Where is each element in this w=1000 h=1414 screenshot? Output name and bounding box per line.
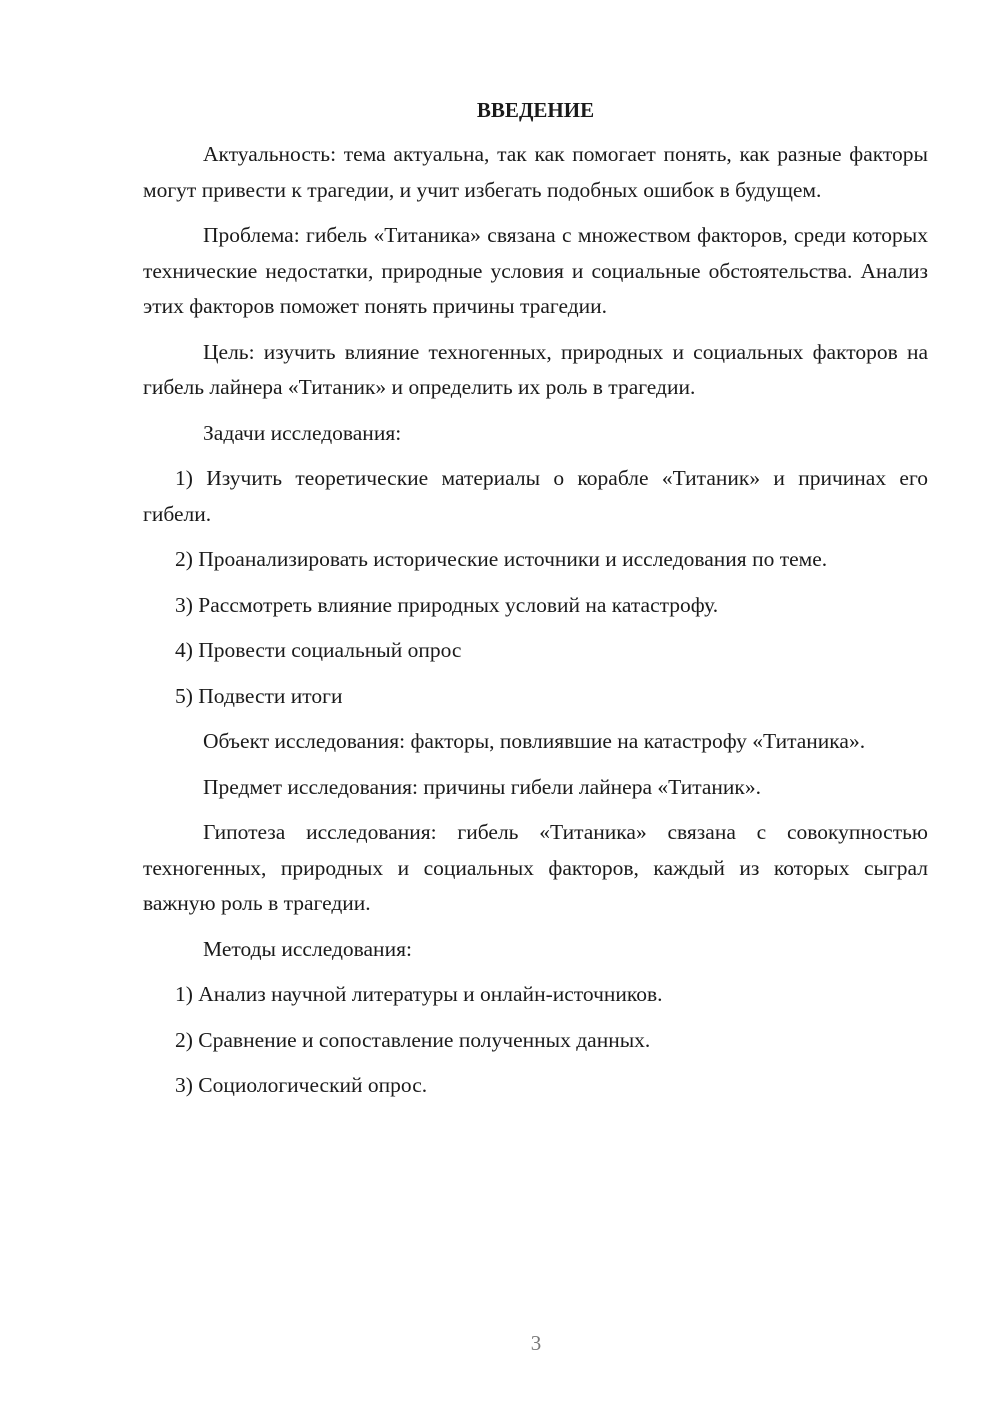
task-item: 5) Подвести итоги: [175, 683, 343, 708]
problem-paragraph: Проблема: гибель «Титаника» связана с множеством факторов, среди которых технические недостатки, природные условия и социальные обстоятельства. Анализ этих факторов поможет понять причины трагедии.: [143, 223, 928, 318]
relevance-paragraph: Актуальность: тема актуальна, так как помогает понять, как разные факторы могут привести к трагедии, и учит избегать подобных ошибок в будущем.: [143, 142, 928, 202]
hypothesis-paragraph: Гипотеза исследования: гибель «Титаника» связана с совокупностью техногенных, природных и социальных факторов, каждый из которых сыграл важную роль в трагедии.: [143, 820, 928, 915]
goal-paragraph: Цель: изучить влияние техногенных, природных и социальных факторов на гибель лайнера «Титаник» и определить их роль в трагедии.: [143, 339, 928, 399]
method-item: 2) Сравнение и сопоставление полученных данных.: [175, 1027, 651, 1052]
page-number: 3: [530, 1331, 542, 1355]
subject-paragraph: Предмет исследования: причины гибели лайнера «Титаник».: [203, 774, 761, 799]
methods-heading: Методы исследования:: [203, 936, 412, 961]
tasks-heading: Задачи исследования:: [203, 420, 402, 445]
method-item: 3) Социологический опрос.: [175, 1073, 428, 1097]
section-title: ВВЕДЕНИЕ: [476, 98, 595, 122]
document-body: [143, 93, 928, 1114]
task-item: 1) Изучить теоретические материалы о корабле «Титаник» и причинах его гибели.: [143, 466, 928, 526]
object-paragraph: Объект исследования: факторы, повлиявшие на катастрофу «Титаника».: [203, 729, 866, 753]
task-item: 3) Рассмотреть влияние природных условий на катастрофу.: [175, 592, 719, 617]
method-item: 1) Анализ научной литературы и онлайн-источников.: [175, 982, 663, 1006]
task-item: 2) Проанализировать исторические источники и исследования по теме.: [175, 547, 828, 571]
task-item: 4) Провести социальный опрос: [175, 638, 462, 662]
